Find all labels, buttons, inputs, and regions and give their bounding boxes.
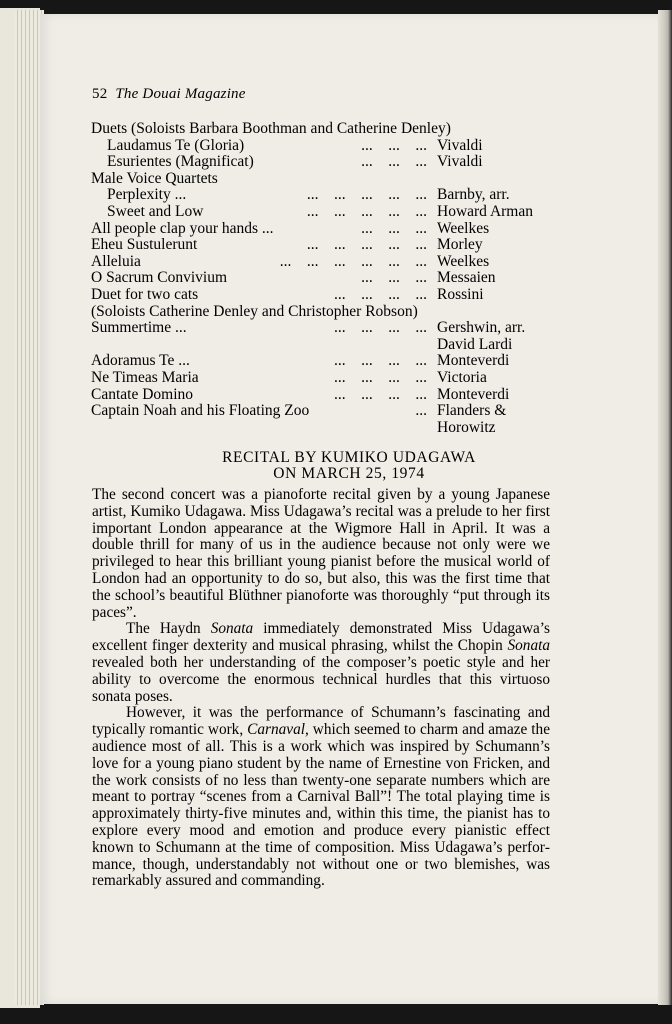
programme-title: Esurientes (Magnificat) <box>107 153 254 171</box>
review-paragraph <box>92 705 550 890</box>
programme-row <box>91 420 561 437</box>
leader-dots: ... ... ... <box>361 153 427 171</box>
programme-composer: Vivaldi <box>437 136 483 154</box>
leader-dots: ... ... ... ... <box>334 368 427 386</box>
programme-row <box>91 154 561 171</box>
leader-dots: ... ... ... ... <box>334 285 427 303</box>
recital-review <box>92 487 550 890</box>
right-binding-edge <box>658 10 672 1005</box>
programme-title: Duets (Soloists Barbara Boothman and Catherine Denley) <box>91 120 451 137</box>
programme-composer: David Lardi <box>437 335 513 353</box>
programme-row <box>91 370 561 387</box>
recital-heading: RECITAL BY KUMIKO UDAGAWA <box>222 449 476 466</box>
programme-row <box>91 121 561 138</box>
text-run: The second concert was a pianoforte recital given by a young Japanese artist, Kumiko Udagawa. Miss Udagawa’s recital was a prelude to her first important London appearance at the Wigmore Hall in April. It was a double thrill for many of us in the audience because not only were we privileged to hear this brilliant young pianist before the musical world of London had an opportunity to do so, but also, this was the first time that the school’s beautiful Blüthner pianoforte was thoroughly “put through its paces”. <box>92 486 550 621</box>
programme-row <box>91 237 561 254</box>
programme-title: Laudamus Te (Gloria) <box>107 136 245 154</box>
magazine-title: The Douai Magazine <box>115 86 246 102</box>
programme-composer: Horowitz <box>437 418 496 436</box>
leader-dots: ... ... ... <box>361 219 427 237</box>
programme-row <box>91 320 561 337</box>
programme-composer: Barnby, arr. <box>437 186 510 204</box>
review-paragraph <box>92 487 550 621</box>
leader-dots: ... ... ... ... ... <box>306 186 427 204</box>
leader-dots: ... ... ... ... ... <box>306 236 427 254</box>
text-run: , which seemed to charm and amaze the audience most of all. This is a work which was inspired by Schumann’s love for a young piano student by the name of Ernestine von Fricken, and the work consists of no less than twenty-one separate numbers which are meant to portray “scenes from a Carnival Ball”! The total playing time is approximately thirty-five minutes and, within this time, the pianist has to explore every mood and emotion and produce every pianistic effect known to Schumann at the time of composition. Miss Udagawa’s performance, though, understandably not without one or two blemishes, was remarkably assured and commanding. <box>92 721 550 890</box>
text-run: However, it was the performance of Schumann’s fascinating and typically romantic work, <box>92 704 550 739</box>
programme-row <box>91 353 561 370</box>
programme-composer: Vivaldi <box>437 153 483 171</box>
running-header <box>92 86 246 103</box>
leader-dots: ... <box>415 402 427 420</box>
programme-title: Eheu Sustulerunt <box>91 236 198 254</box>
programme-row <box>91 138 561 155</box>
programme-row <box>91 387 561 404</box>
review-paragraph <box>92 621 550 705</box>
programme-row <box>91 287 561 304</box>
page-number: 52 <box>92 86 108 102</box>
programme-composer: Howard Arman <box>437 202 533 220</box>
text-run: immediately demonstrated Miss Udagawa’s excellent finger dexterity and musical phrasing, whilst the Chopin <box>92 620 551 655</box>
leader-dots: ... ... ... ... ... <box>306 202 427 220</box>
programme-title: O Sacrum Convivium <box>91 269 228 287</box>
programme-composer: Victoria <box>437 368 487 386</box>
italic-title: Carnaval <box>247 721 305 739</box>
programme-composer: Morley <box>437 236 483 254</box>
programme-composer: Rossini <box>437 285 484 303</box>
programme-title: Male Voice Quartets <box>91 169 218 187</box>
leader-dots: ... ... ... <box>361 136 427 154</box>
leader-dots: ... ... ... ... <box>334 319 427 337</box>
leader-dots: ... ... ... ... ... ... <box>279 252 427 270</box>
programme-title: Cantate Domino <box>91 385 194 403</box>
italic-title: Sonata <box>210 620 254 638</box>
programme-row <box>91 204 561 221</box>
programme-row <box>91 187 561 204</box>
programme-composer: Messaien <box>437 269 496 287</box>
programme-title: Perplexity ... <box>107 186 187 204</box>
programme-title: Duet for two cats <box>91 285 199 303</box>
programme-row <box>91 270 561 287</box>
leader-dots: ... ... ... ... <box>334 352 427 370</box>
programme-title: Summertime ... <box>91 319 187 337</box>
programme-title: All people clap your hands ... <box>91 219 274 237</box>
programme-row <box>91 254 561 271</box>
programme-row <box>91 171 561 188</box>
programme-row <box>91 337 561 354</box>
programme-composer: Weelkes <box>437 252 490 270</box>
programme-title: Alleluia <box>91 252 141 270</box>
programme-row <box>91 304 561 321</box>
programme-composer: Weelkes <box>437 219 490 237</box>
programme-title: (Soloists Catherine Denley and Christopher Robson) <box>91 302 418 320</box>
programme-composer: Monteverdi <box>437 352 510 370</box>
programme-title: Sweet and Low <box>107 202 204 220</box>
leader-dots: ... ... ... ... <box>334 385 427 403</box>
programme-title: Adoramus Te ... <box>91 352 190 370</box>
programme-title: Captain Noah and his Floating Zoo <box>91 402 310 420</box>
recital-date: ON MARCH 25, 1974 <box>273 465 425 482</box>
text-run: The Haydn <box>126 620 211 638</box>
concert-programme <box>91 121 561 436</box>
leader-dots: ... ... ... <box>361 269 427 287</box>
programme-composer: Gershwin, arr. <box>437 319 526 337</box>
italic-title: Sonata <box>507 637 550 655</box>
programme-row <box>91 221 561 238</box>
text-run: revealed both her understanding of the composer’s poetic style and her ability to overcome the enormous technical hurdles that this virtuoso sonata poses. <box>92 653 550 705</box>
programme-title: Ne Timeas Maria <box>91 368 199 386</box>
programme-composer: Monteverdi <box>437 385 510 403</box>
programme-composer: Flanders & <box>437 402 507 420</box>
programme-row <box>91 403 561 420</box>
